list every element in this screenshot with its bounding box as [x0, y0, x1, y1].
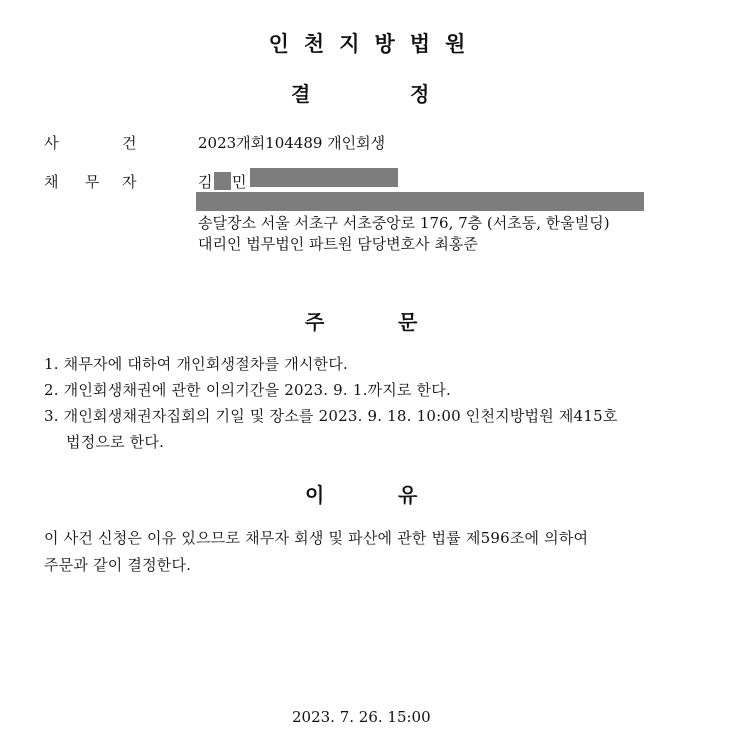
doc-type-char-2: 정 — [410, 82, 430, 106]
order-item-2: 2. 개인회생채권에 관한 이의기간을 2023. 9. 1.까지로 한다. — [44, 381, 451, 399]
debtor-name-last: 민 — [232, 173, 247, 191]
debtor-label-char-2: 무 — [85, 173, 100, 191]
reason-heading-char-1: 이 — [305, 483, 325, 507]
case-label-char-2: 건 — [122, 134, 137, 152]
address-redaction — [196, 192, 644, 211]
reason-line-1: 이 사건 신청은 이유 있으므로 채무자 회생 및 파산에 관한 법률 제596조에 의하여 — [44, 529, 589, 547]
case-number: 2023개회104489 개인회생 — [198, 134, 386, 152]
order-item-3-cont: 법정으로 한다. — [66, 433, 165, 451]
representative: 대리인 법무법인 파트원 담당변호사 최홍준 — [198, 235, 478, 253]
decision-date: 2023. 7. 26. 15:00 — [292, 708, 431, 726]
reason-line-2: 주문과 같이 결정한다. — [44, 556, 192, 574]
debtor-name-first: 김 — [198, 173, 213, 191]
debtor-label-char-3: 자 — [122, 173, 137, 191]
delivery-address: 송달장소 서울 서초구 서초중앙로 176, 7층 (서초동, 한울빌딩) — [198, 214, 610, 232]
doc-type-char-1: 결 — [291, 82, 311, 106]
order-item-3: 3. 개인회생채권자집회의 기일 및 장소를 2023. 9. 18. 10:00 인천지방법원 제415호 — [44, 407, 618, 425]
order-item-1: 1. 채무자에 대하여 개인회생절차를 개시한다. — [44, 355, 348, 373]
debtor-label-char-1: 채 — [44, 173, 59, 191]
court-title: 인천지방법원 — [268, 32, 481, 56]
id-redaction — [250, 168, 398, 187]
name-redaction — [214, 172, 231, 190]
reason-heading-char-2: 유 — [398, 483, 418, 507]
order-heading-char-1: 주 — [305, 310, 325, 334]
order-heading-char-2: 문 — [398, 310, 418, 334]
case-label-char-1: 사 — [44, 134, 59, 152]
